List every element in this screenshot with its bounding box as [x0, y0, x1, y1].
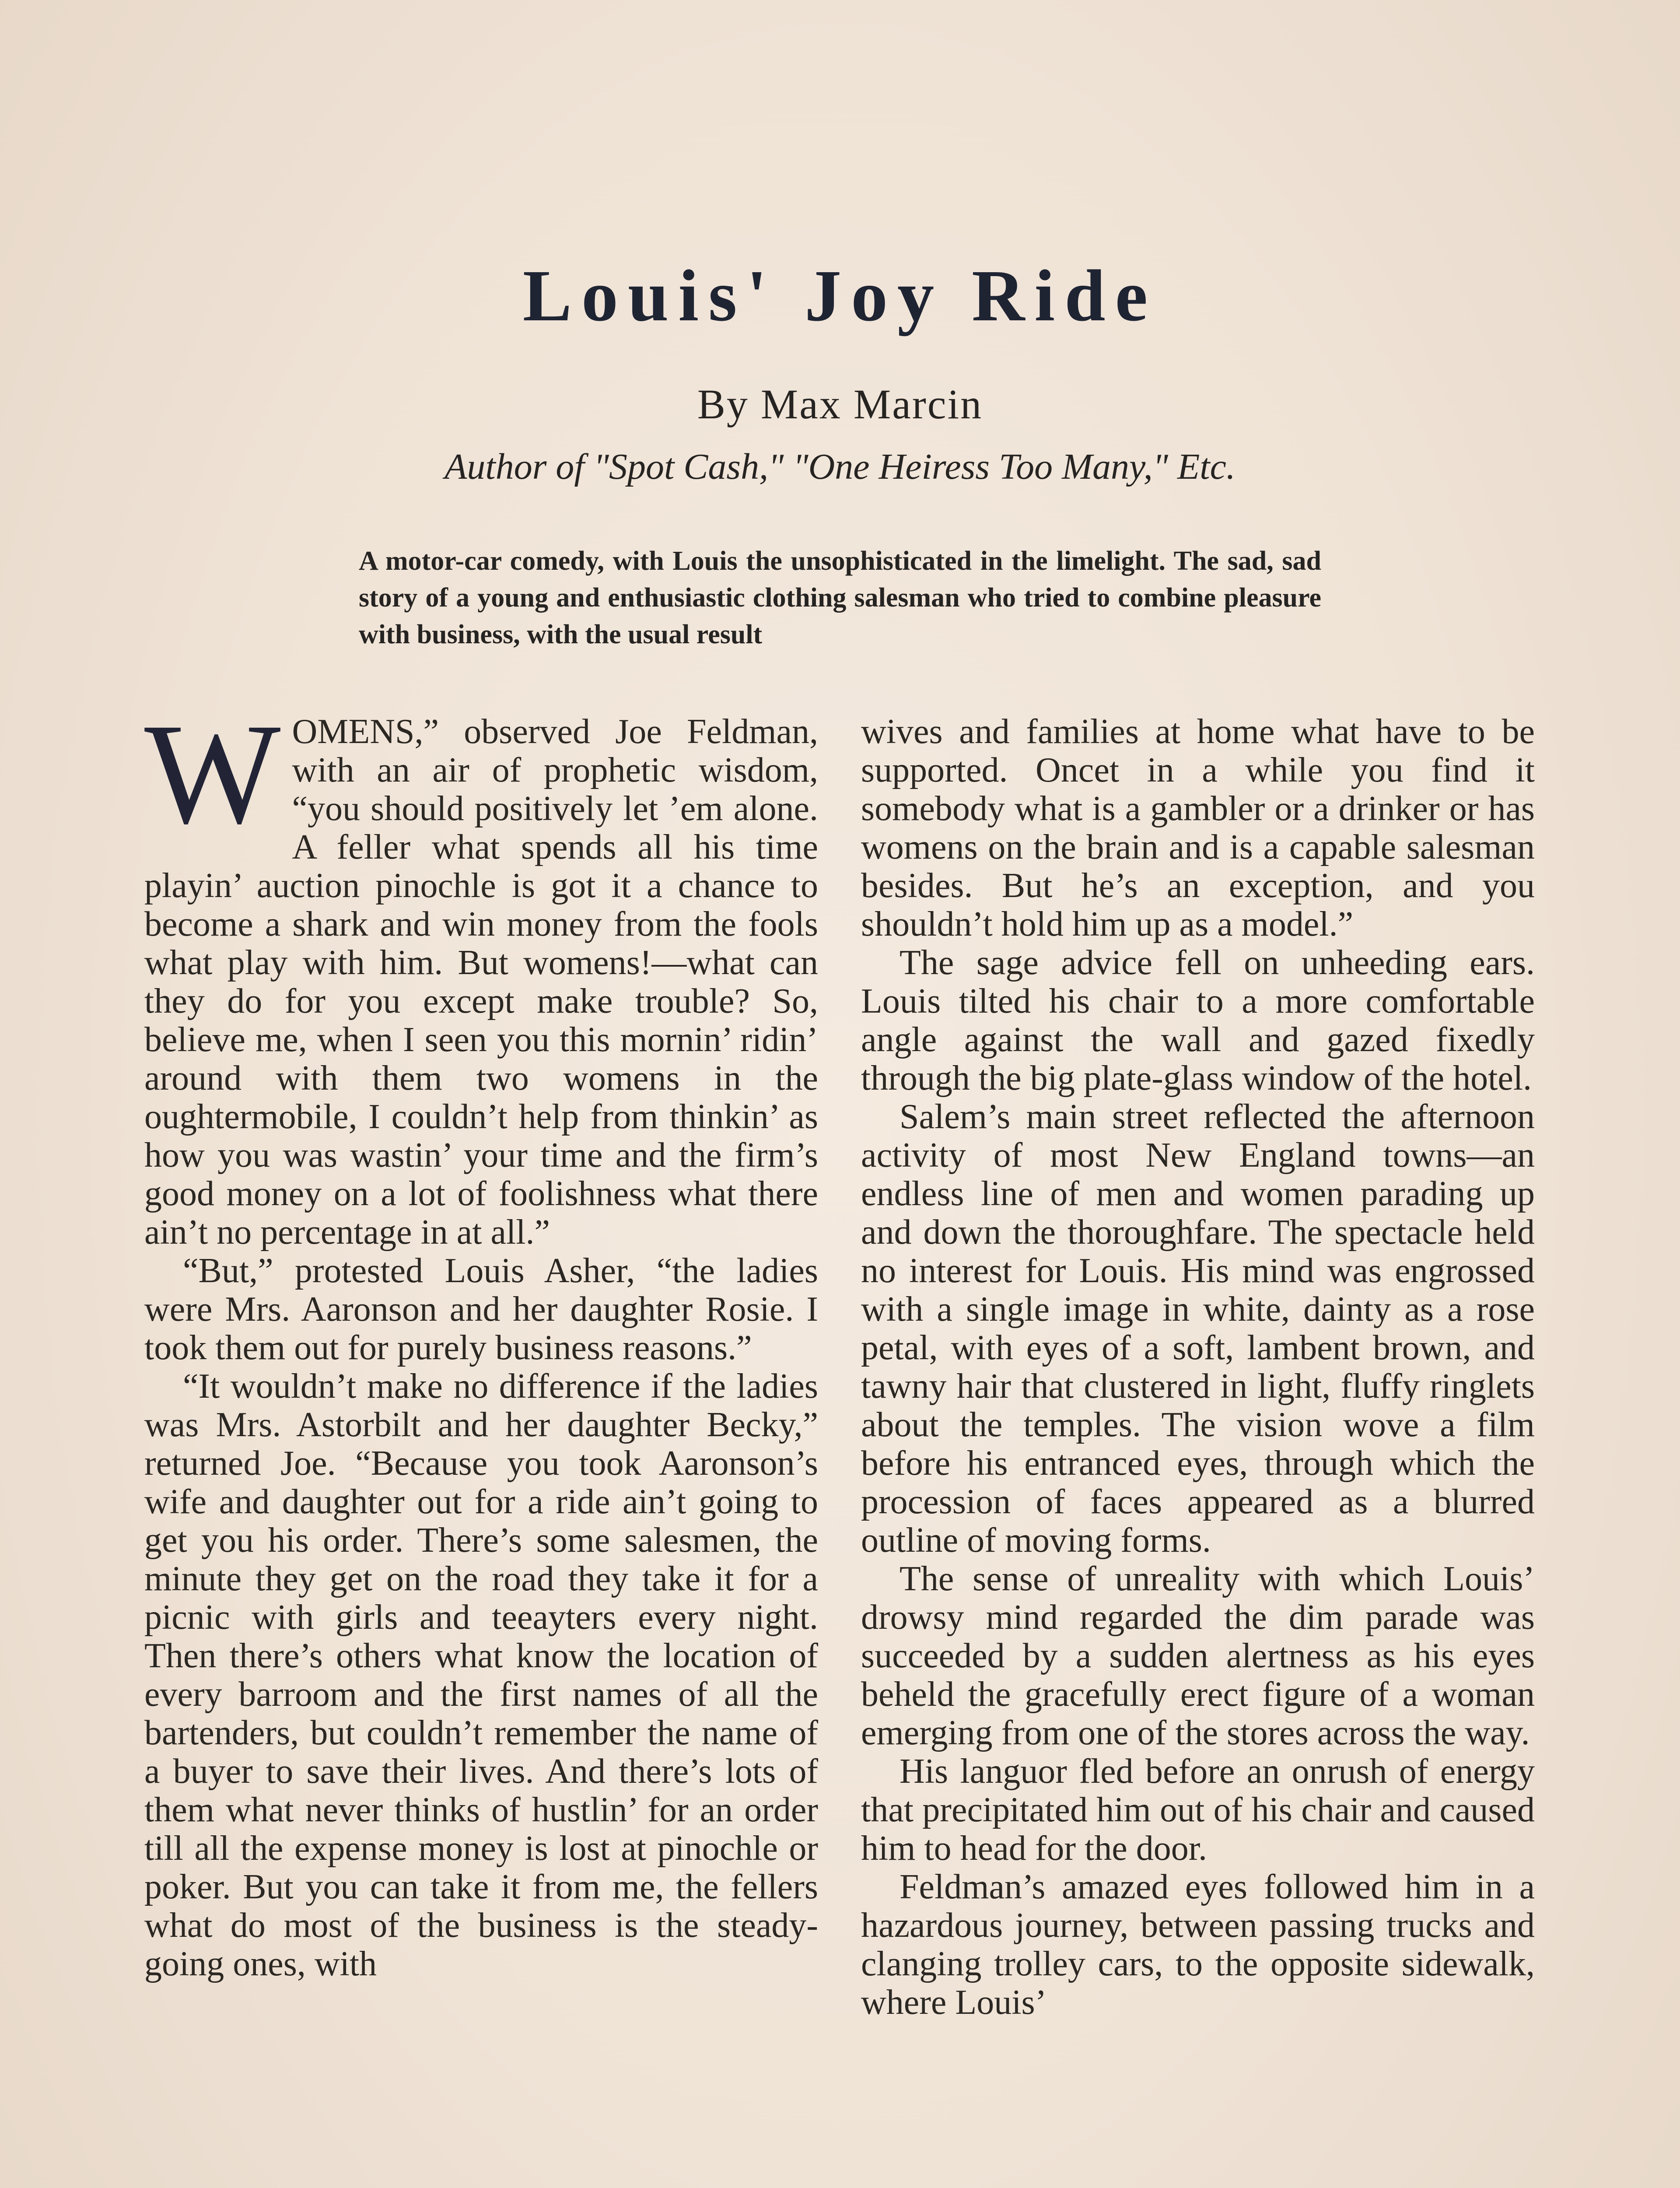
paragraph-text: OMENS,” observed Joe Feldman, with an air of prophetic wisdom, “you should positively let ’em alone. A feller what spends all his time playin’ auction pinochle is got it a chance to become a shark and win money from the fools what play with him. But womens!—what can they do for you except make trouble? So, believe me, when I seen you this mornin’ ridin’ around with them two womens in the oughtermobile, I couldn’t help from thinkin’ as how you was wastin’ your time and the firm’s good money on a lot of foolishness what there ain’t no percentage in at all.”	[144, 712, 818, 1252]
paragraph: The sense of unreality with which Louis’ drowsy mind regarded the dim parade was succeeded by a sudden alertness as his eyes beheld the gracefully erect figure of a woman emerging from one of the stores across the way.	[861, 1560, 1535, 1752]
byline: By Max Marcin	[697, 381, 983, 428]
paragraph: Salem’s main street reflected the afternoon activity of most New England towns—an endless line of men and women parading up and down the thoroughfare. The spectacle held no interest for Louis. His mind was engrossed with a single image in white, dainty as a rose petal, with eyes of a soft, lambent brown, and tawny hair that clustered in light, fluffy ringlets about the temples. The vision wove a film before his entranced eyes, through which the procession of faces appeared as a blurred outline of moving forms.	[861, 1098, 1535, 1560]
article-blurb: A motor-car comedy, with Louis the unsophisticated in the limelight. The sad, sad story of a young and enthusiastic clothing salesman who tried to combine pleasure with business, with the usual result	[359, 546, 1321, 649]
drop-cap: W	[144, 694, 281, 854]
paragraph: His languor fled before an onrush of energy that precipitated him out of his chair and caused him to head for the door.	[861, 1752, 1535, 1868]
paragraph: wives and families at home what have to be supported. Oncet in a while you find it somebody what is a gambler or a drinker or has womens on the brain and is a capable salesman besides. But he’s an exception, and you shouldn’t hold him up as a model.”	[861, 712, 1535, 943]
paragraph: Feldman’s amazed eyes followed him in a hazardous journey, between passing trucks and clanging trolley cars, to the opposite sidewalk, where Louis’	[861, 1868, 1535, 2022]
right-column	[861, 712, 1535, 2022]
paragraph: The sage advice fell on unheeding ears. Louis tilted his chair to a more comfortable angle against the wall and gazed fixedly through the big plate-glass window of the hotel.	[861, 943, 1535, 1098]
paragraph: “But,” protested Louis Asher, “the ladies were Mrs. Aaronson and her daughter Rosie. I took them out for purely business reasons.”	[144, 1252, 818, 1367]
paragraph	[144, 694, 818, 1252]
author-note: Author of "Spot Cash," "One Heiress Too Many," Etc.	[444, 446, 1236, 487]
article-title: Louis' Joy Ride	[522, 255, 1158, 337]
paragraph: “It wouldn’t make no difference if the ladies was Mrs. Astorbilt and her daughter Becky,” returned Joe. “Because you took Aaronson’s wife and daughter out for a ride ain’t going to get you his order. There’s some salesmen, the minute they get on the road they take it for a picnic with girls and teeayters every night. Then there’s others what know the location of every barroom and the first names of all the bartenders, but couldn’t remember the name of a buyer to save their lives. And there’s lots of them what never thinks of hustlin’ for an order till all the expense money is lost at pinochle or poker. But you can take it from me, the fellers what do most of the business is the steady-going ones, with	[144, 1367, 818, 1983]
left-column	[144, 694, 818, 1983]
